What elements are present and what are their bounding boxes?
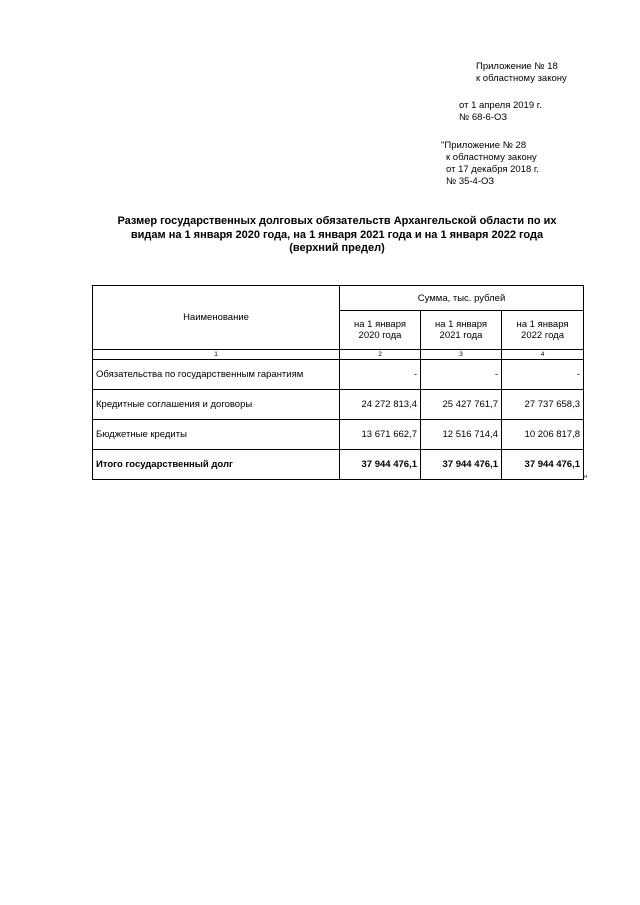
col-number-3: 3 bbox=[421, 350, 502, 360]
header-year-2022-line1: на 1 января bbox=[516, 319, 569, 330]
table-row bbox=[93, 420, 584, 450]
table-row bbox=[93, 390, 584, 420]
total-name: Итого государственный долг bbox=[93, 450, 340, 480]
row-value-2022: 27 737 658,3 bbox=[502, 390, 584, 420]
col-number-2: 2 bbox=[340, 350, 421, 360]
col-number-1: 1 bbox=[93, 350, 340, 360]
header-year-2022-line2: 2022 года bbox=[521, 330, 564, 341]
row-value-2022: - bbox=[502, 360, 584, 390]
total-value-2020: 37 944 476,1 bbox=[340, 450, 421, 480]
appendix-date: от 1 апреля 2019 г. bbox=[459, 100, 542, 111]
row-name: Кредитные соглашения и договоры bbox=[93, 390, 340, 420]
document-title bbox=[90, 215, 584, 256]
title-line-3: (верхний предел) bbox=[289, 242, 385, 254]
total-value-2022: 37 944 476,1 bbox=[502, 450, 584, 480]
header-year-2020-line1: на 1 января bbox=[353, 319, 407, 330]
header-year-2021-line2: 2021 года bbox=[439, 330, 483, 341]
row-value-2020: 13 671 662,7 bbox=[340, 420, 421, 450]
original-appendix-date: от 17 декабря 2018 г. bbox=[446, 164, 539, 175]
column-number-row bbox=[93, 350, 584, 360]
header-year-2021 bbox=[421, 311, 502, 350]
row-value-2022: 10 206 817,8 bbox=[502, 420, 584, 450]
title-line-1: Размер государственных долговых обязательств Архангельской области по их bbox=[117, 215, 557, 227]
row-value-2021: 12 516 714,4 bbox=[421, 420, 502, 450]
header-year-2021-line1: на 1 января bbox=[434, 319, 488, 330]
row-name: Обязательства по государственным гарантиям bbox=[93, 360, 340, 390]
original-appendix-law-number: № 35-4-ОЗ bbox=[446, 176, 495, 187]
original-appendix-law: к областному закону bbox=[446, 152, 537, 163]
header-year-2022 bbox=[502, 311, 584, 350]
debt-table bbox=[92, 285, 584, 480]
table-row bbox=[93, 360, 584, 390]
appendix-law: к областному закону bbox=[476, 73, 567, 84]
title-line-2: видам на 1 января 2020 года, на 1 января 2021 года и на 1 января 2022 года bbox=[130, 228, 544, 241]
total-value-2021: 37 944 476,1 bbox=[421, 450, 502, 480]
row-value-2020: 24 272 813,4 bbox=[340, 390, 421, 420]
header-sum: Сумма, тыс. рублей bbox=[340, 286, 584, 311]
row-value-2020: - bbox=[340, 360, 421, 390]
header-year-2020 bbox=[340, 311, 421, 350]
row-value-2021: - bbox=[421, 360, 502, 390]
appendix-law-number: № 68-6-ОЗ bbox=[459, 112, 508, 123]
header-year-2020-line2: 2020 года bbox=[358, 330, 402, 341]
appendix-number: Приложение № 18 bbox=[476, 61, 558, 72]
original-appendix-number: "Приложение № 28 bbox=[441, 140, 527, 151]
row-name: Бюджетные кредиты bbox=[93, 420, 340, 450]
total-row bbox=[93, 450, 584, 480]
header-name: Наименование bbox=[93, 286, 340, 350]
col-number-4: 4 bbox=[502, 350, 584, 360]
row-value-2021: 25 427 761,7 bbox=[421, 390, 502, 420]
closing-quote: " bbox=[584, 474, 588, 485]
